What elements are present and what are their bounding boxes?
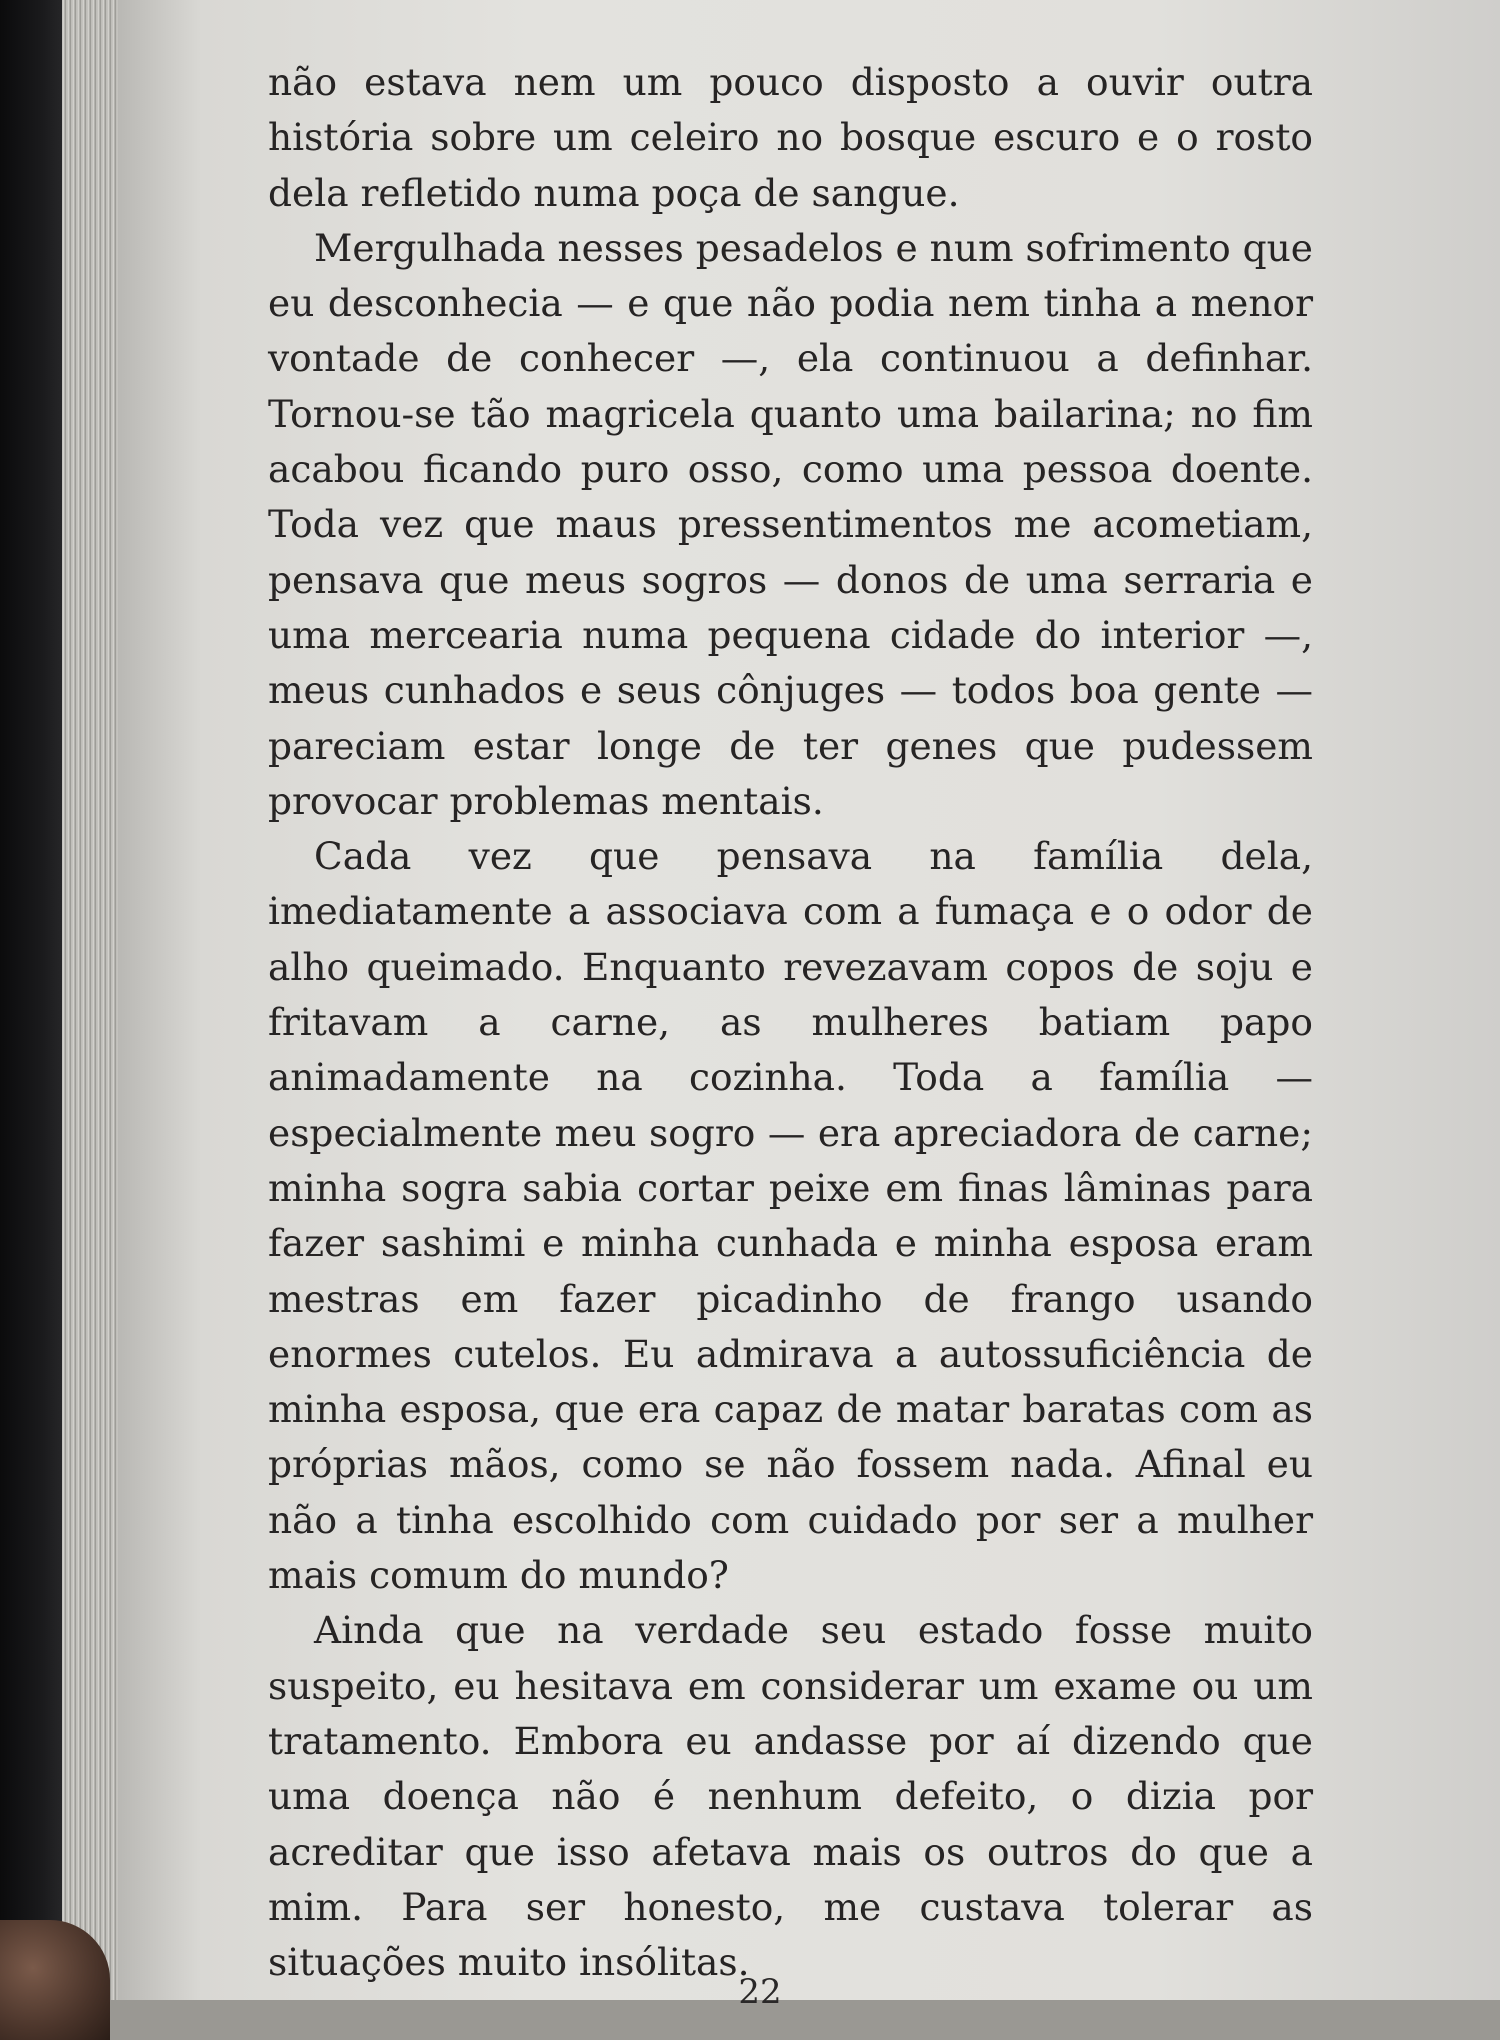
paragraph-4: Ainda que na verdade seu estado fosse muito suspeito, eu hesitava em considerar um exame ou um tratamento. Embora eu andasse por aí dizendo que uma doença não é nenhum defeito, o dizia por acreditar que isso afetava mais os outros do que a mim. Para ser honesto, me custava tolerar as situações muito insólitas. [268,1608,1313,1985]
page-number: 22 [738,1972,782,2012]
page-edges [62,0,122,2000]
paragraph-3: Cada vez que pensava na família dela, imediatamente a associava com a fumaça e o odor de alho queimado. Enquanto revezavam copos de soju e fritavam a carne, as mulheres batiam papo animadamente na cozinha. Toda a família — especialmente meu sogro — era apreciadora de carne; minha sogra sabia cortar peixe em finas lâminas para fazer sashimi e minha cunhada e minha esposa eram mestras em fazer picadinho de frango usando enormes cutelos. Eu admirava a autossuficiência de minha esposa, que era capaz de matar baratas com as próprias mãos, como se não fossem nada. Afinal eu não a tinha escolhido com cuidado por ser a mulher mais comum do mundo? [268,834,1313,1598]
paragraph-2: Mergulhada nesses pesadelos e num sofrimento que eu desconhecia — e que não podia nem tinha a menor vontade de conhecer —, ela continuou a definhar. Tornou-se tão magricela quanto uma bailarina; no fim acabou ficando puro osso, como uma pessoa doente. Toda vez que maus pressentimentos me acometiam, pensava que meus sogros — donos de uma serraria e uma mercearia numa pequena cidade do interior —, meus cunhados e seus cônjuges — todos boa gente — pareciam estar longe de ter genes que pudessem provocar problemas mentais. [268,225,1313,823]
thumb [0,1920,110,2040]
page-text [268,55,1313,1990]
paragraph-1: não estava nem um pouco disposto a ouvir outra história sobre um celeiro no bosque escuro e o rosto dela refletido numa poça de sangue. [268,60,1313,215]
book-spine-shadow [0,0,70,2000]
